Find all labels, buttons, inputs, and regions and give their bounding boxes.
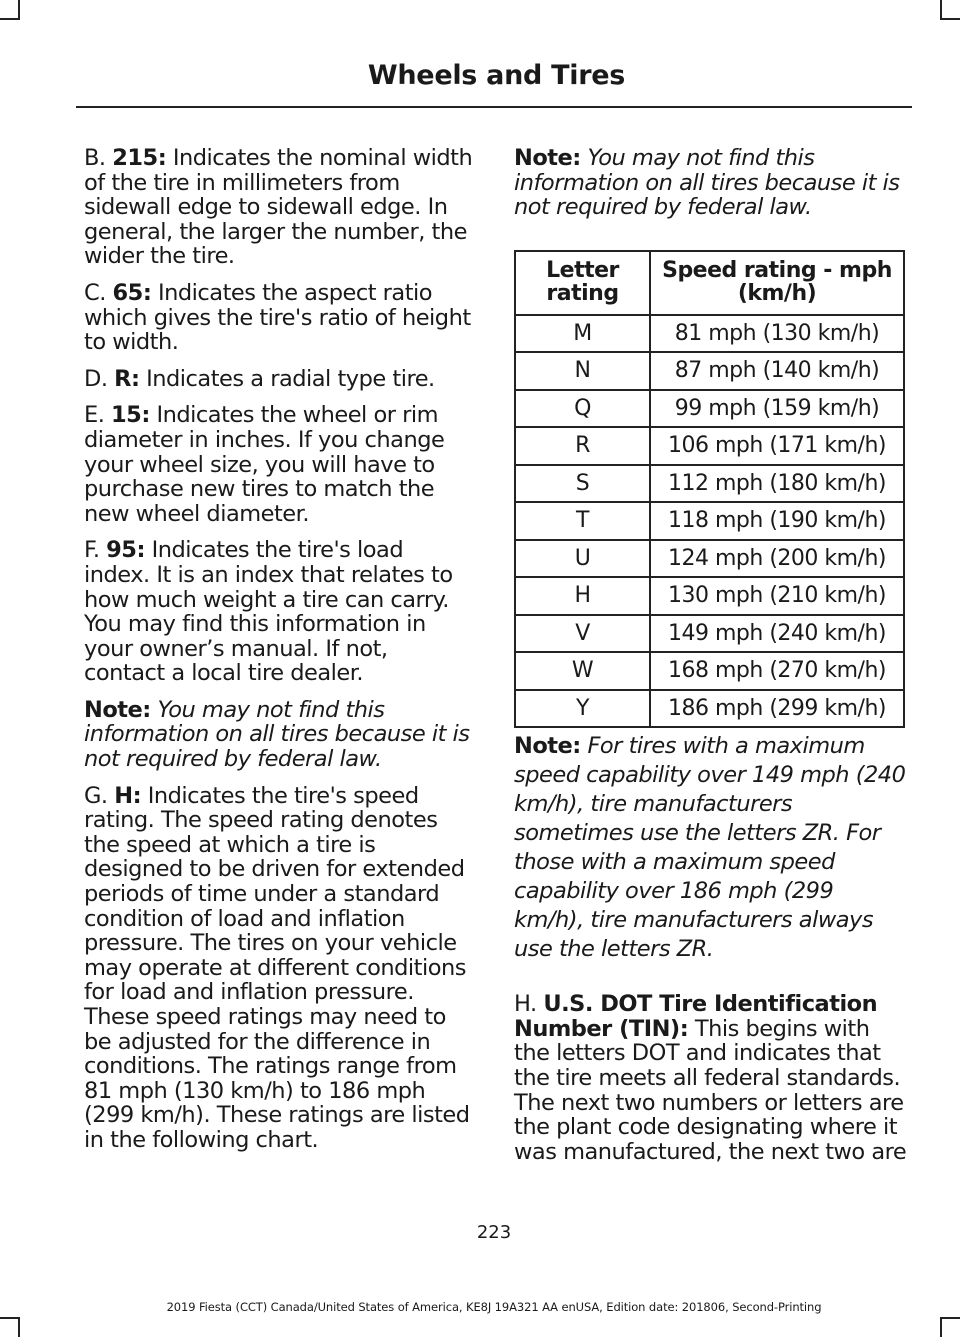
- header-letter-rating: Letter rating: [515, 251, 650, 315]
- header-speed-rating: Speed rating - mph (km/h): [650, 251, 904, 315]
- item-e-text: Indicates the wheel or rim diameter in inches. If you change your wheel size, you will have to purchase new tires to match the new wheel diameter.: [84, 402, 445, 527]
- crop-mark-top-left-h: [0, 18, 20, 20]
- item-g-text: Indicates the tire's speed rating. The speed rating denotes the speed at which a tire is designed to be driven for extended periods of time under a standard condition of load and inflation pressure. The tires on your vehicle may operate at different conditions for load and inflation pressure. These speed ratings may need to be adjusted for the difference in conditions. The ratings range from 81 mph (130 km/h) to 186 mph (299 km/h). These ratings are listed in the following chart.: [84, 782, 470, 1153]
- speed-cell: 99 mph (159 km/h): [650, 390, 904, 428]
- crop-mark-top-right-v: [940, 0, 942, 20]
- speed-cell: 130 mph (210 km/h): [650, 577, 904, 615]
- table-row: [515, 465, 904, 503]
- speed-cell: 118 mph (190 km/h): [650, 502, 904, 540]
- speed-cell: 112 mph (180 km/h): [650, 465, 904, 503]
- speed-cell: 124 mph (200 km/h): [650, 540, 904, 578]
- speed-rating-table: [514, 250, 905, 729]
- speed-cell: 168 mph (270 km/h): [650, 652, 904, 690]
- table-row: [515, 577, 904, 615]
- note-right-1-label: Note:: [514, 145, 581, 171]
- crop-mark-top-left-v: [18, 0, 20, 20]
- item-d-text: Indicates a radial type tire.: [139, 365, 435, 392]
- letter-cell: W: [515, 652, 650, 690]
- item-f: F. 95: Indicates the tire's load index. It is an index that relates to how much weight a tire can carry. You may find this information in your owner’s manual. If not, contact a local tire dealer.: [84, 537, 453, 687]
- item-f-text: Indicates the tire's load index. It is an index that relates to how much weight a tire can carry. You may find this information in your owner’s manual. If not, contact a local tire dealer.: [84, 537, 453, 687]
- letter-cell: N: [515, 352, 650, 390]
- letter-cell: R: [515, 427, 650, 465]
- item-e-label: 15:: [111, 402, 150, 429]
- table-row: [515, 315, 904, 353]
- table-row: [515, 390, 904, 428]
- letter-cell: Y: [515, 690, 650, 728]
- item-d-label: R:: [114, 365, 140, 392]
- left-column: [84, 146, 474, 1165]
- table-row: [515, 690, 904, 728]
- note-right-2: [514, 732, 909, 964]
- note-right-1: [514, 146, 909, 220]
- table-row: [515, 352, 904, 390]
- table-row: [515, 540, 904, 578]
- item-h-label: U.S. DOT Tire Identification Number (TIN):: [514, 991, 878, 1042]
- right-column: [514, 146, 909, 1176]
- item-h: H. U.S. DOT Tire Identification Number (TIN): This begins with the letters DOT and indicates that the tire meets all federal standards. The next two numbers or letters are the plant code designating where it was manufactured, the next two are: [514, 991, 907, 1165]
- item-b-text: Indicates the nominal width of the tire in millimeters from sidewall edge to sidewall edge. In general, the larger the number, the wider the tire.: [84, 145, 473, 270]
- crop-mark-bottom-left-h: [0, 1317, 20, 1319]
- note-right-1-text: You may not find this information on all tires because it is not required by federal law.: [514, 145, 900, 221]
- item-g-label: H:: [114, 782, 142, 809]
- letter-cell: U: [515, 540, 650, 578]
- page-number: 223: [476, 1222, 512, 1243]
- item-b: B. 215: Indicates the nominal width of the tire in millimeters from sidewall edge to sidewall edge. In general, the larger the number, the wider the tire.: [84, 145, 473, 270]
- speed-cell: 149 mph (240 km/h): [650, 615, 904, 653]
- speed-cell: 106 mph (171 km/h): [650, 427, 904, 465]
- note-right-2-text: For tires with a maximum speed capability over 149 mph (240 km/h), tire manufacturers sometimes use the letters ZR. For those with a maximum speed capability over 186 mph (299 km/h), tire manufacturers always use the letters ZR.: [514, 733, 906, 963]
- crop-mark-top-right-h: [940, 18, 960, 20]
- table-row: [515, 615, 904, 653]
- speed-cell: 87 mph (140 km/h): [650, 352, 904, 390]
- item-f-label: 95:: [106, 537, 145, 564]
- footer-edition-info: 2019 Fiesta (CCT) Canada/United States of America, KE8J 19A321 AA enUSA, Edition date: 201806, Second-Printing: [166, 1300, 822, 1314]
- item-h-text: This begins with the letters DOT and indicates that the tire meets all federal standards. The next two numbers or letters are the plant code designating where it was manufactured, the next two are: [514, 1015, 907, 1165]
- item-e: E. 15: Indicates the wheel or rim diameter in inches. If you change your wheel size, you will have to purchase new tires to match the new wheel diameter.: [84, 402, 445, 527]
- crop-mark-bottom-right-h: [940, 1317, 960, 1319]
- note-right-2-label: Note:: [514, 733, 581, 760]
- table-row: [515, 502, 904, 540]
- item-d: D. R: Indicates a radial type tire.: [84, 365, 435, 392]
- header-divider: [76, 106, 912, 108]
- item-c: C. 65: Indicates the aspect ratio which gives the tire's ratio of height to width.: [84, 279, 471, 356]
- crop-mark-bottom-right-v: [940, 1317, 942, 1337]
- note-left-text: You may not find this information on all tires because it is not required by federal law.: [84, 696, 470, 773]
- table-header-row: [515, 251, 904, 315]
- page-title: Wheels and Tires: [367, 60, 625, 91]
- letter-cell: T: [515, 502, 650, 540]
- table-row: [515, 427, 904, 465]
- item-g: G. H: Indicates the tire's speed rating. The speed rating denotes the speed at which a tire is designed to be driven for extended periods of time under a standard condition of load and inflation pressure. The tires on your vehicle may operate at different conditions for load and inflation pressure. These speed ratings may need to be adjusted for the difference in conditions. The ratings range from 81 mph (130 km/h) to 186 mph (299 km/h). These ratings are listed in the following chart.: [84, 782, 470, 1153]
- note-left: [84, 698, 474, 772]
- letter-cell: M: [515, 315, 650, 353]
- item-c-text: Indicates the aspect ratio which gives the tire's ratio of height to width.: [84, 279, 471, 356]
- table-row: [515, 652, 904, 690]
- letter-cell: S: [515, 465, 650, 503]
- note-left-label: Note:: [84, 696, 151, 723]
- crop-mark-bottom-left-v: [18, 1317, 20, 1337]
- letter-cell: H: [515, 577, 650, 615]
- letter-cell: Q: [515, 390, 650, 428]
- letter-cell: V: [515, 615, 650, 653]
- speed-cell: 186 mph (299 km/h): [650, 690, 904, 728]
- item-b-label: 215:: [112, 145, 167, 171]
- item-c-label: 65:: [112, 279, 152, 306]
- speed-cell: 81 mph (130 km/h): [650, 315, 904, 353]
